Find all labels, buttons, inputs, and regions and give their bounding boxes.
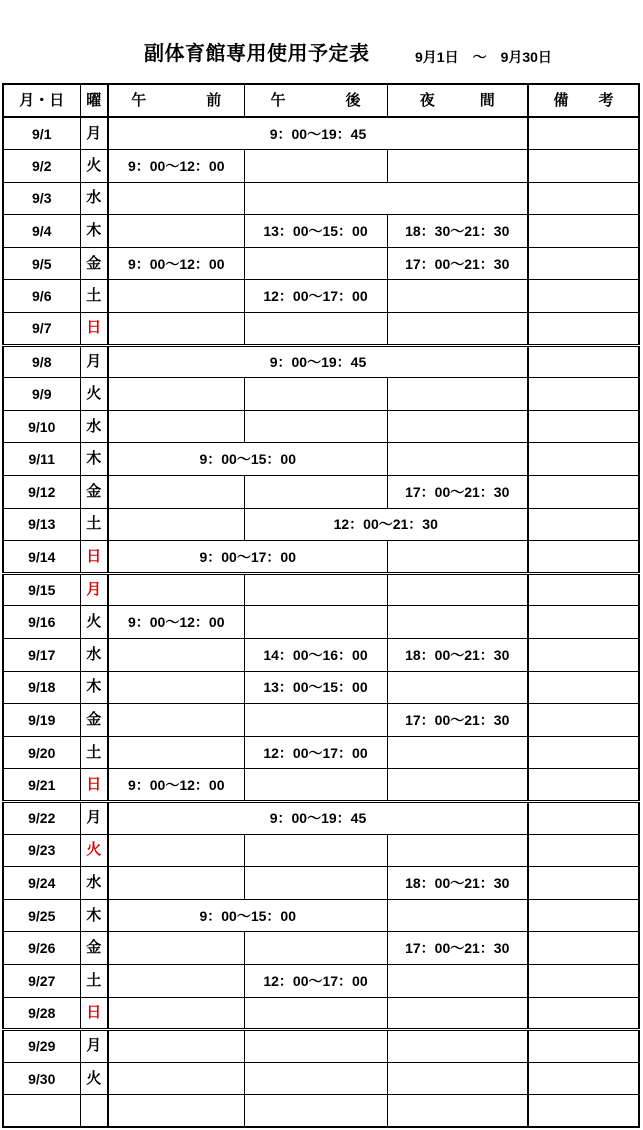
date-cell: 9/15 [3, 573, 80, 606]
notes-cell [528, 378, 639, 411]
date-cell: 9/19 [3, 704, 80, 737]
morning-cell [108, 1062, 244, 1095]
night-cell [387, 280, 528, 313]
weekday-cell: 金 [80, 247, 108, 280]
morning-cell [108, 1030, 244, 1063]
schedule-row [3, 834, 639, 867]
night-cell: 17：00～21：30 [387, 476, 528, 509]
night-cell: 18：30～21：30 [387, 215, 528, 248]
date-cell: 9/7 [3, 313, 80, 346]
afternoon-cell [244, 1062, 387, 1095]
afternoon-to-night-cell: 12：00～21：30 [244, 508, 528, 541]
afternoon-cell [244, 476, 387, 509]
date-cell: 9/13 [3, 508, 80, 541]
date-cell: 9/20 [3, 736, 80, 769]
schedule-row [3, 117, 639, 150]
schedule-row [3, 150, 639, 183]
afternoon-to-night-cell [244, 182, 528, 215]
weekday-cell: 火 [80, 606, 108, 639]
morning-cell: 9：00～12：00 [108, 606, 244, 639]
weekday-cell: 月 [80, 117, 108, 150]
weekday-cell: 火 [80, 834, 108, 867]
afternoon-cell [244, 378, 387, 411]
morning-cell [108, 182, 244, 215]
notes-cell [528, 573, 639, 606]
date-cell: 9/16 [3, 606, 80, 639]
notes-cell [528, 150, 639, 183]
notes-cell [528, 1030, 639, 1063]
schedule-row [3, 313, 639, 346]
morning-to-night-cell: 9：00～19：45 [108, 801, 528, 834]
morning-cell [108, 834, 244, 867]
night-cell: 17：00～21：30 [387, 247, 528, 280]
weekday-cell: 水 [80, 410, 108, 443]
notes-cell [528, 899, 639, 932]
night-cell [387, 378, 528, 411]
schedule-row [3, 508, 639, 541]
schedule-row [3, 997, 639, 1030]
schedule-row [3, 1062, 639, 1095]
schedule-row [3, 345, 639, 378]
date-cell: 9/8 [3, 345, 80, 378]
notes-cell [528, 410, 639, 443]
date-cell: 9/22 [3, 801, 80, 834]
afternoon-cell [244, 867, 387, 900]
period-separator: ～ [472, 49, 487, 65]
notes-cell [528, 443, 639, 476]
night-cell: 18：00～21：30 [387, 867, 528, 900]
morning-cell [108, 280, 244, 313]
schedule-row [3, 247, 639, 280]
night-cell: 18：00～21：30 [387, 639, 528, 672]
date-cell: 9/14 [3, 541, 80, 574]
afternoon-cell: 12：00～17：00 [244, 736, 387, 769]
notes-cell [528, 997, 639, 1030]
header-morning: 午 前 [108, 84, 244, 117]
night-cell: 17：00～21：30 [387, 932, 528, 965]
weekday-cell: 金 [80, 704, 108, 737]
morning-cell: 9：00～12：00 [108, 150, 244, 183]
morning-cell [108, 639, 244, 672]
date-cell: 9/29 [3, 1030, 80, 1063]
date-cell: 9/21 [3, 769, 80, 802]
period-start: 9月1日 [415, 49, 459, 65]
afternoon-cell [244, 1030, 387, 1063]
header-row [3, 84, 639, 117]
morning-cell [108, 508, 244, 541]
date-cell: 9/27 [3, 964, 80, 997]
weekday-cell: 火 [80, 150, 108, 183]
afternoon-cell: 14：00～16：00 [244, 639, 387, 672]
date-cell: 9/1 [3, 117, 80, 150]
morning-cell [108, 313, 244, 346]
header-date: 月・日 [3, 84, 80, 117]
date-cell: 9/4 [3, 215, 80, 248]
weekday-cell: 日 [80, 997, 108, 1030]
schedule-row [3, 378, 639, 411]
morning-cell [108, 932, 244, 965]
date-cell: 9/30 [3, 1062, 80, 1095]
weekday-cell: 木 [80, 215, 108, 248]
schedule-row [3, 215, 639, 248]
night-cell [387, 1062, 528, 1095]
schedule-row [3, 606, 639, 639]
notes-cell [528, 671, 639, 704]
afternoon-cell [244, 410, 387, 443]
weekday-cell: 水 [80, 867, 108, 900]
weekday-cell: 水 [80, 182, 108, 215]
afternoon-cell [244, 704, 387, 737]
schedule-row [3, 899, 639, 932]
morning-to-afternoon-cell: 9：00～15：00 [108, 443, 387, 476]
schedule-title: 副体育館専用使用予定表 [144, 43, 370, 65]
schedule-row [3, 573, 639, 606]
notes-cell [528, 313, 639, 346]
morning-cell [108, 867, 244, 900]
schedule-row [3, 476, 639, 509]
weekday-cell: 土 [80, 508, 108, 541]
schedule-row [3, 1030, 639, 1063]
schedule-row [3, 736, 639, 769]
afternoon-cell [244, 932, 387, 965]
night-cell [387, 313, 528, 346]
weekday-cell: 月 [80, 345, 108, 378]
afternoon-cell: 12：00～17：00 [244, 280, 387, 313]
morning-cell [108, 378, 244, 411]
date-cell: 9/9 [3, 378, 80, 411]
date-cell: 9/26 [3, 932, 80, 965]
notes-cell [528, 541, 639, 574]
afternoon-cell [244, 997, 387, 1030]
notes-cell [528, 476, 639, 509]
schedule-row [3, 671, 639, 704]
night-cell [387, 443, 528, 476]
afternoon-cell: 12：00～17：00 [244, 964, 387, 997]
schedule-row [3, 182, 639, 215]
weekday-cell: 木 [80, 671, 108, 704]
weekday-cell: 月 [80, 801, 108, 834]
schedule-row [3, 801, 639, 834]
afternoon-cell [244, 606, 387, 639]
weekday-cell: 土 [80, 964, 108, 997]
morning-cell [108, 215, 244, 248]
night-cell [387, 736, 528, 769]
afternoon-cell: 13：00～15：00 [244, 671, 387, 704]
date-cell: 9/6 [3, 280, 80, 313]
afternoon-cell [244, 313, 387, 346]
night-cell [387, 964, 528, 997]
notes-cell [528, 117, 639, 150]
date-cell [3, 1095, 80, 1128]
night-cell [387, 769, 528, 802]
schedule-row [3, 639, 639, 672]
morning-cell [108, 573, 244, 606]
morning-cell [108, 736, 244, 769]
morning-cell [108, 476, 244, 509]
notes-cell [528, 867, 639, 900]
night-cell [387, 834, 528, 867]
night-cell [387, 671, 528, 704]
night-cell [387, 1095, 528, 1128]
notes-cell [528, 801, 639, 834]
morning-cell [108, 964, 244, 997]
table-header [3, 84, 639, 117]
afternoon-cell [244, 834, 387, 867]
date-cell: 9/18 [3, 671, 80, 704]
date-cell: 9/10 [3, 410, 80, 443]
morning-cell: 9：00～12：00 [108, 769, 244, 802]
night-cell [387, 410, 528, 443]
notes-cell [528, 215, 639, 248]
morning-cell [108, 410, 244, 443]
morning-to-night-cell: 9：00～19：45 [108, 117, 528, 150]
notes-cell [528, 736, 639, 769]
night-cell [387, 1030, 528, 1063]
period-end: 9月30日 [500, 49, 552, 65]
schedule-row [3, 964, 639, 997]
weekday-cell [80, 1095, 108, 1128]
schedule-row [3, 410, 639, 443]
date-cell: 9/24 [3, 867, 80, 900]
date-cell: 9/17 [3, 639, 80, 672]
schedule-body [3, 117, 639, 1127]
schedule-row [3, 280, 639, 313]
night-cell: 17：00～21：30 [387, 704, 528, 737]
morning-cell [108, 671, 244, 704]
weekday-cell: 金 [80, 932, 108, 965]
header-afternoon: 午 後 [244, 84, 387, 117]
schedule-row [3, 932, 639, 965]
weekday-cell: 火 [80, 378, 108, 411]
notes-cell [528, 182, 639, 215]
weekday-cell: 日 [80, 313, 108, 346]
date-cell: 9/25 [3, 899, 80, 932]
weekday-cell: 土 [80, 736, 108, 769]
header-night: 夜 間 [387, 84, 528, 117]
notes-cell [528, 834, 639, 867]
notes-cell [528, 964, 639, 997]
morning-cell [108, 997, 244, 1030]
notes-cell [528, 247, 639, 280]
morning-to-afternoon-cell: 9：00～15：00 [108, 899, 387, 932]
weekday-cell: 木 [80, 443, 108, 476]
weekday-cell: 土 [80, 280, 108, 313]
notes-cell [528, 932, 639, 965]
afternoon-cell [244, 150, 387, 183]
afternoon-cell [244, 1095, 387, 1128]
morning-cell: 9：00～12：00 [108, 247, 244, 280]
weekday-cell: 月 [80, 1030, 108, 1063]
notes-cell [528, 606, 639, 639]
header-notes: 備 考 [528, 84, 639, 117]
afternoon-cell: 13：00～15：00 [244, 215, 387, 248]
date-cell: 9/12 [3, 476, 80, 509]
morning-to-afternoon-cell: 9：00～17：00 [108, 541, 387, 574]
date-cell: 9/5 [3, 247, 80, 280]
schedule-row [3, 704, 639, 737]
notes-cell [528, 345, 639, 378]
notes-cell [528, 769, 639, 802]
date-cell: 9/28 [3, 997, 80, 1030]
schedule-row [3, 541, 639, 574]
weekday-cell: 金 [80, 476, 108, 509]
date-cell: 9/3 [3, 182, 80, 215]
notes-cell [528, 1095, 639, 1128]
date-cell: 9/2 [3, 150, 80, 183]
notes-cell [528, 639, 639, 672]
schedule-table [2, 83, 640, 1128]
schedule-row [3, 769, 639, 802]
date-cell: 9/23 [3, 834, 80, 867]
morning-cell [108, 1095, 244, 1128]
weekday-cell: 日 [80, 769, 108, 802]
afternoon-cell [244, 573, 387, 606]
schedule-row [3, 1095, 639, 1128]
afternoon-cell [244, 247, 387, 280]
notes-cell [528, 1062, 639, 1095]
night-cell [387, 573, 528, 606]
weekday-cell: 日 [80, 541, 108, 574]
afternoon-cell [244, 769, 387, 802]
night-cell [387, 150, 528, 183]
night-cell [387, 606, 528, 639]
notes-cell [528, 280, 639, 313]
weekday-cell: 水 [80, 639, 108, 672]
notes-cell [528, 508, 639, 541]
header-weekday: 曜 [80, 84, 108, 117]
weekday-cell: 木 [80, 899, 108, 932]
night-cell [387, 541, 528, 574]
notes-cell [528, 704, 639, 737]
schedule-row [3, 443, 639, 476]
schedule-row [3, 867, 639, 900]
morning-to-night-cell: 9：00～19：45 [108, 345, 528, 378]
weekday-cell: 火 [80, 1062, 108, 1095]
date-cell: 9/11 [3, 443, 80, 476]
night-cell [387, 899, 528, 932]
weekday-cell: 月 [80, 573, 108, 606]
morning-cell [108, 704, 244, 737]
night-cell [387, 997, 528, 1030]
schedule-period [415, 48, 552, 66]
